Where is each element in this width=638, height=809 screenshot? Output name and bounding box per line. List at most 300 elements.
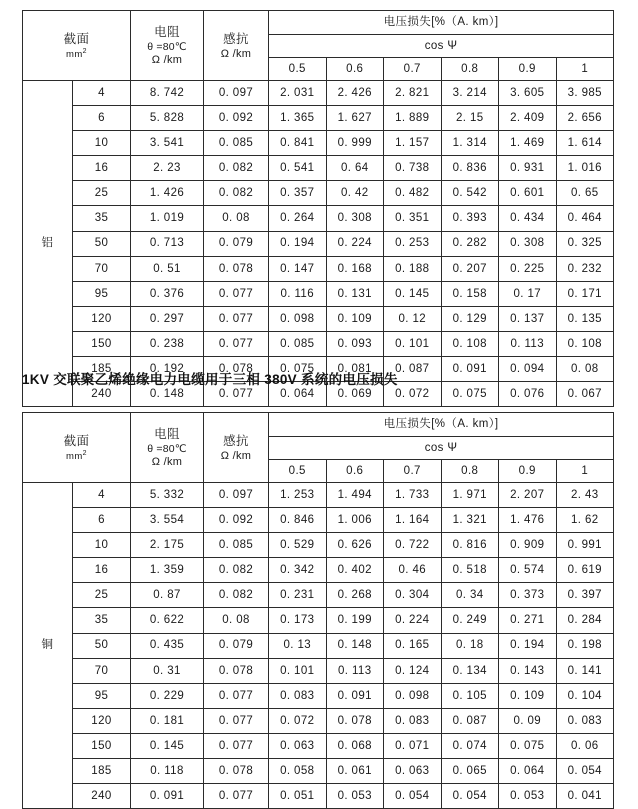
header-cos-value: 0.9 bbox=[499, 58, 557, 81]
cell-voltage-loss: 0. 846 bbox=[269, 508, 327, 533]
voltage-loss-table-copper bbox=[22, 412, 613, 809]
cell-voltage-loss: 0. 058 bbox=[269, 759, 327, 784]
cell-resistance: 3. 554 bbox=[131, 508, 204, 533]
cell-voltage-loss: 0. 999 bbox=[326, 131, 384, 156]
cell-voltage-loss: 0. 42 bbox=[326, 181, 384, 206]
cell-voltage-loss: 0. 137 bbox=[499, 306, 557, 331]
cell-voltage-loss: 0. 093 bbox=[326, 331, 384, 356]
table-row bbox=[23, 708, 614, 733]
cell-resistance: 0. 713 bbox=[131, 231, 204, 256]
cell-section-size: 70 bbox=[73, 256, 131, 281]
cell-voltage-loss: 1. 314 bbox=[441, 131, 499, 156]
cell-voltage-loss: 0. 12 bbox=[384, 306, 442, 331]
cell-section-size: 150 bbox=[73, 733, 131, 758]
cell-voltage-loss: 0. 109 bbox=[326, 306, 384, 331]
cell-reactance: 0. 078 bbox=[204, 256, 269, 281]
cell-voltage-loss: 0. 075 bbox=[269, 357, 327, 382]
cell-voltage-loss: 0. 268 bbox=[326, 583, 384, 608]
loss-table bbox=[22, 10, 614, 407]
cell-voltage-loss: 0. 224 bbox=[384, 608, 442, 633]
header-cos-value: 0.5 bbox=[269, 58, 327, 81]
header-cos-value: 0.8 bbox=[441, 58, 499, 81]
cell-voltage-loss: 0. 075 bbox=[499, 733, 557, 758]
cell-voltage-loss: 0. 931 bbox=[499, 156, 557, 181]
cell-voltage-loss: 0. 991 bbox=[556, 533, 614, 558]
header-resistance-temp: θ =80℃ bbox=[147, 443, 187, 456]
cell-voltage-loss: 0. 072 bbox=[269, 708, 327, 733]
header-cos-value: 0.6 bbox=[326, 58, 384, 81]
header-cos-value: 1 bbox=[556, 58, 614, 81]
header-reactance-unit: Ω /km bbox=[220, 47, 252, 60]
header-section-title: 截面 bbox=[63, 433, 90, 448]
table-row bbox=[23, 156, 614, 181]
cell-voltage-loss: 0. 145 bbox=[384, 281, 442, 306]
cell-voltage-loss: 0. 113 bbox=[326, 658, 384, 683]
cell-section-size: 240 bbox=[73, 784, 131, 809]
table-row bbox=[23, 733, 614, 758]
cell-section-size: 50 bbox=[73, 231, 131, 256]
cell-resistance: 1. 359 bbox=[131, 558, 204, 583]
cell-voltage-loss: 0. 069 bbox=[326, 382, 384, 407]
cell-resistance: 0. 192 bbox=[131, 357, 204, 382]
table-row bbox=[23, 658, 614, 683]
cell-voltage-loss: 0. 063 bbox=[269, 733, 327, 758]
table-body bbox=[23, 81, 614, 407]
voltage-loss-table-aluminium bbox=[22, 10, 613, 407]
header-cos-phi: cos Ψ bbox=[269, 437, 614, 460]
cell-voltage-loss: 0. 722 bbox=[384, 533, 442, 558]
cell-reactance: 0. 082 bbox=[204, 156, 269, 181]
header-resistance bbox=[131, 11, 204, 81]
table-header bbox=[23, 11, 614, 81]
table-row bbox=[23, 306, 614, 331]
cell-voltage-loss: 2. 15 bbox=[441, 106, 499, 131]
cell-resistance: 5. 828 bbox=[131, 106, 204, 131]
cell-section-size: 95 bbox=[73, 683, 131, 708]
cell-section-size: 16 bbox=[73, 156, 131, 181]
cell-voltage-loss: 0. 13 bbox=[269, 633, 327, 658]
cell-voltage-loss: 0. 841 bbox=[269, 131, 327, 156]
cell-voltage-loss: 2. 821 bbox=[384, 81, 442, 106]
cell-voltage-loss: 2. 43 bbox=[556, 483, 614, 508]
cell-section-size: 95 bbox=[73, 281, 131, 306]
table-row bbox=[23, 81, 614, 106]
cell-section-size: 6 bbox=[73, 106, 131, 131]
cell-resistance: 8. 742 bbox=[131, 81, 204, 106]
table-row bbox=[23, 231, 614, 256]
cell-reactance: 0. 077 bbox=[204, 708, 269, 733]
cell-voltage-loss: 0. 165 bbox=[384, 633, 442, 658]
cell-voltage-loss: 0. 171 bbox=[556, 281, 614, 306]
header-cos-value: 0.5 bbox=[269, 460, 327, 483]
cell-voltage-loss: 0. 078 bbox=[326, 708, 384, 733]
cell-voltage-loss: 0. 116 bbox=[269, 281, 327, 306]
header-section-unit: $mm^2$ bbox=[66, 48, 87, 61]
cell-voltage-loss: 0. 173 bbox=[269, 608, 327, 633]
cell-voltage-loss: 0. 104 bbox=[556, 683, 614, 708]
cell-reactance: 0. 079 bbox=[204, 231, 269, 256]
cell-voltage-loss: 0. 601 bbox=[499, 181, 557, 206]
cell-voltage-loss: 0. 148 bbox=[326, 633, 384, 658]
cell-section-size: 10 bbox=[73, 533, 131, 558]
cell-voltage-loss: 1. 627 bbox=[326, 106, 384, 131]
cell-voltage-loss: 0. 105 bbox=[441, 683, 499, 708]
cell-reactance: 0. 079 bbox=[204, 633, 269, 658]
table-row bbox=[23, 131, 614, 156]
header-reactance-title: 感抗 bbox=[223, 31, 249, 46]
cell-voltage-loss: 0. 147 bbox=[269, 256, 327, 281]
cell-voltage-loss: 0. 053 bbox=[499, 784, 557, 809]
cell-voltage-loss: 0. 225 bbox=[499, 256, 557, 281]
cell-voltage-loss: 0. 34 bbox=[441, 583, 499, 608]
header-voltage-loss: 电压损失[%（A. km）] bbox=[269, 11, 614, 35]
cell-voltage-loss: 0. 482 bbox=[384, 181, 442, 206]
cell-voltage-loss: 0. 17 bbox=[499, 281, 557, 306]
cell-reactance: 0. 085 bbox=[204, 533, 269, 558]
cell-section-size: 35 bbox=[73, 206, 131, 231]
cell-voltage-loss: 0. 054 bbox=[441, 784, 499, 809]
cell-reactance: 0. 097 bbox=[204, 483, 269, 508]
header-cos-value: 0.7 bbox=[384, 460, 442, 483]
cell-voltage-loss: 0. 075 bbox=[441, 382, 499, 407]
header-resistance-temp: θ =80℃ bbox=[147, 41, 187, 54]
cell-voltage-loss: 1. 971 bbox=[441, 483, 499, 508]
cell-voltage-loss: 0. 094 bbox=[499, 357, 557, 382]
cell-reactance: 0. 077 bbox=[204, 281, 269, 306]
cell-resistance: 1. 426 bbox=[131, 181, 204, 206]
cell-voltage-loss: 0. 325 bbox=[556, 231, 614, 256]
cell-voltage-loss: 0. 064 bbox=[499, 759, 557, 784]
cell-voltage-loss: 0. 65 bbox=[556, 181, 614, 206]
cell-voltage-loss: 0. 284 bbox=[556, 608, 614, 633]
table-row bbox=[23, 683, 614, 708]
cell-resistance: 0. 181 bbox=[131, 708, 204, 733]
cell-voltage-loss: 0. 542 bbox=[441, 181, 499, 206]
cell-reactance: 0. 077 bbox=[204, 683, 269, 708]
table-row bbox=[23, 256, 614, 281]
cell-resistance: 0. 435 bbox=[131, 633, 204, 658]
header-cos-value: 0.6 bbox=[326, 460, 384, 483]
cell-voltage-loss: 0. 271 bbox=[499, 608, 557, 633]
cell-voltage-loss: 1. 476 bbox=[499, 508, 557, 533]
table-row bbox=[23, 633, 614, 658]
cell-reactance: 0. 082 bbox=[204, 181, 269, 206]
cell-reactance: 0. 085 bbox=[204, 131, 269, 156]
cell-voltage-loss: 0. 101 bbox=[384, 331, 442, 356]
cell-section-size: 120 bbox=[73, 708, 131, 733]
table-row bbox=[23, 558, 614, 583]
cell-voltage-loss: 0. 198 bbox=[556, 633, 614, 658]
cell-voltage-loss: 0. 143 bbox=[499, 658, 557, 683]
cell-voltage-loss: 0. 351 bbox=[384, 206, 442, 231]
cell-resistance: 0. 145 bbox=[131, 733, 204, 758]
cell-voltage-loss: 0. 194 bbox=[269, 231, 327, 256]
cell-voltage-loss: 0. 054 bbox=[556, 759, 614, 784]
cell-section-size: 120 bbox=[73, 306, 131, 331]
cell-voltage-loss: 1. 006 bbox=[326, 508, 384, 533]
cell-voltage-loss: 0. 051 bbox=[269, 784, 327, 809]
header-cos-value: 1 bbox=[556, 460, 614, 483]
cell-section-size: 25 bbox=[73, 583, 131, 608]
cell-section-size: 185 bbox=[73, 759, 131, 784]
cell-reactance: 0. 082 bbox=[204, 558, 269, 583]
cell-voltage-loss: 0. 308 bbox=[326, 206, 384, 231]
cell-voltage-loss: 0. 135 bbox=[556, 306, 614, 331]
header-reactance bbox=[204, 413, 269, 483]
header-section-area bbox=[23, 11, 131, 81]
cell-section-size: 70 bbox=[73, 658, 131, 683]
header-cos-phi: cos Ψ bbox=[269, 35, 614, 58]
header-section-title: 截面 bbox=[63, 31, 90, 46]
cell-voltage-loss: 0. 068 bbox=[326, 733, 384, 758]
cell-voltage-loss: 0. 224 bbox=[326, 231, 384, 256]
header-cos-value: 0.8 bbox=[441, 460, 499, 483]
cell-voltage-loss: 0. 065 bbox=[441, 759, 499, 784]
cell-resistance: 2. 23 bbox=[131, 156, 204, 181]
cell-voltage-loss: 0. 188 bbox=[384, 256, 442, 281]
header-voltage-loss: 电压损失[%（A. km）] bbox=[269, 413, 614, 437]
cell-voltage-loss: 0. 063 bbox=[384, 759, 442, 784]
cell-reactance: 0. 097 bbox=[204, 81, 269, 106]
cell-voltage-loss: 0. 087 bbox=[384, 357, 442, 382]
cell-voltage-loss: 0. 18 bbox=[441, 633, 499, 658]
cell-voltage-loss: 0. 074 bbox=[441, 733, 499, 758]
cell-voltage-loss: 0. 199 bbox=[326, 608, 384, 633]
cell-section-size: 4 bbox=[73, 81, 131, 106]
cell-voltage-loss: 0. 816 bbox=[441, 533, 499, 558]
header-resistance bbox=[131, 413, 204, 483]
cell-voltage-loss: 0. 619 bbox=[556, 558, 614, 583]
cell-reactance: 0. 08 bbox=[204, 206, 269, 231]
cell-voltage-loss: 0. 738 bbox=[384, 156, 442, 181]
cell-voltage-loss: 0. 113 bbox=[499, 331, 557, 356]
cell-section-size: 10 bbox=[73, 131, 131, 156]
cell-voltage-loss: 0. 054 bbox=[384, 784, 442, 809]
cell-voltage-loss: 0. 64 bbox=[326, 156, 384, 181]
cell-resistance: 0. 148 bbox=[131, 382, 204, 407]
cell-voltage-loss: 0. 131 bbox=[326, 281, 384, 306]
cell-voltage-loss: 0. 46 bbox=[384, 558, 442, 583]
table-row bbox=[23, 759, 614, 784]
cell-reactance: 0. 077 bbox=[204, 382, 269, 407]
cell-voltage-loss: 0. 282 bbox=[441, 231, 499, 256]
cell-resistance: 0. 31 bbox=[131, 658, 204, 683]
table-body bbox=[23, 483, 614, 809]
cell-section-size: 35 bbox=[73, 608, 131, 633]
cell-section-size: 150 bbox=[73, 331, 131, 356]
cell-voltage-loss: 2. 207 bbox=[499, 483, 557, 508]
cell-voltage-loss: 0. 168 bbox=[326, 256, 384, 281]
cell-voltage-loss: 0. 091 bbox=[441, 357, 499, 382]
table-row bbox=[23, 508, 614, 533]
cell-reactance: 0. 078 bbox=[204, 658, 269, 683]
cell-voltage-loss: 2. 656 bbox=[556, 106, 614, 131]
cell-voltage-loss: 0. 091 bbox=[326, 683, 384, 708]
cell-resistance: 0. 229 bbox=[131, 683, 204, 708]
cell-voltage-loss: 0. 09 bbox=[499, 708, 557, 733]
header-resistance-title: 电阻 bbox=[154, 427, 180, 441]
cell-voltage-loss: 1. 365 bbox=[269, 106, 327, 131]
cell-voltage-loss: 0. 541 bbox=[269, 156, 327, 181]
table-row bbox=[23, 784, 614, 809]
cell-voltage-loss: 1. 469 bbox=[499, 131, 557, 156]
cell-resistance: 0. 376 bbox=[131, 281, 204, 306]
cell-resistance: 0. 51 bbox=[131, 256, 204, 281]
cell-voltage-loss: 0. 397 bbox=[556, 583, 614, 608]
cell-resistance: 0. 297 bbox=[131, 306, 204, 331]
cell-voltage-loss: 0. 141 bbox=[556, 658, 614, 683]
cell-voltage-loss: 0. 253 bbox=[384, 231, 442, 256]
cell-section-size: 185 bbox=[73, 357, 131, 382]
table-header bbox=[23, 413, 614, 483]
cell-voltage-loss: 0. 909 bbox=[499, 533, 557, 558]
cell-section-size: 240 bbox=[73, 382, 131, 407]
header-cos-value: 0.7 bbox=[384, 58, 442, 81]
cell-voltage-loss: 0. 134 bbox=[441, 658, 499, 683]
cell-resistance: 5. 332 bbox=[131, 483, 204, 508]
header-section-area bbox=[23, 413, 131, 483]
cell-voltage-loss: 0. 124 bbox=[384, 658, 442, 683]
header-reactance-title: 感抗 bbox=[223, 433, 249, 448]
cell-section-size: 25 bbox=[73, 181, 131, 206]
cell-voltage-loss: 0. 098 bbox=[269, 306, 327, 331]
cell-voltage-loss: 0. 836 bbox=[441, 156, 499, 181]
cell-voltage-loss: 1. 494 bbox=[326, 483, 384, 508]
cell-voltage-loss: 1. 62 bbox=[556, 508, 614, 533]
cell-voltage-loss: 0. 101 bbox=[269, 658, 327, 683]
cell-voltage-loss: 0. 518 bbox=[441, 558, 499, 583]
header-reactance bbox=[204, 11, 269, 81]
material-label: 铜 bbox=[23, 483, 73, 809]
cell-section-size: 4 bbox=[73, 483, 131, 508]
cell-voltage-loss: 0. 053 bbox=[326, 784, 384, 809]
cell-voltage-loss: 0. 373 bbox=[499, 583, 557, 608]
cell-voltage-loss: 0. 194 bbox=[499, 633, 557, 658]
cell-resistance: 0. 118 bbox=[131, 759, 204, 784]
cell-voltage-loss: 3. 985 bbox=[556, 81, 614, 106]
cell-reactance: 0. 082 bbox=[204, 583, 269, 608]
cell-voltage-loss: 0. 304 bbox=[384, 583, 442, 608]
cell-section-size: 50 bbox=[73, 633, 131, 658]
cell-reactance: 0. 078 bbox=[204, 759, 269, 784]
cell-reactance: 0. 092 bbox=[204, 508, 269, 533]
cell-resistance: 0. 091 bbox=[131, 784, 204, 809]
cell-voltage-loss: 0. 061 bbox=[326, 759, 384, 784]
cell-resistance: 3. 541 bbox=[131, 131, 204, 156]
cell-voltage-loss: 1. 016 bbox=[556, 156, 614, 181]
cell-voltage-loss: 0. 109 bbox=[499, 683, 557, 708]
cell-voltage-loss: 0. 249 bbox=[441, 608, 499, 633]
cell-voltage-loss: 0. 081 bbox=[326, 357, 384, 382]
cell-voltage-loss: 0. 072 bbox=[384, 382, 442, 407]
section-heading: 1KV 交联聚乙烯绝缘电力电缆用于三相 380V 系统的电压损失 bbox=[22, 372, 398, 387]
cell-voltage-loss: 0. 087 bbox=[441, 708, 499, 733]
cell-reactance: 0. 092 bbox=[204, 106, 269, 131]
cell-voltage-loss: 1. 253 bbox=[269, 483, 327, 508]
cell-voltage-loss: 0. 083 bbox=[384, 708, 442, 733]
header-section-unit: $mm^2$ bbox=[66, 450, 87, 463]
cell-voltage-loss: 0. 083 bbox=[556, 708, 614, 733]
table-row bbox=[23, 181, 614, 206]
cell-voltage-loss: 1. 157 bbox=[384, 131, 442, 156]
table-row bbox=[23, 483, 614, 508]
table-row bbox=[23, 583, 614, 608]
header-resistance-unit: Ω /km bbox=[151, 456, 183, 469]
cell-resistance: 1. 019 bbox=[131, 206, 204, 231]
cell-voltage-loss: 0. 207 bbox=[441, 256, 499, 281]
cell-voltage-loss: 0. 464 bbox=[556, 206, 614, 231]
cell-reactance: 0. 077 bbox=[204, 784, 269, 809]
cell-voltage-loss: 2. 031 bbox=[269, 81, 327, 106]
cell-resistance: 2. 175 bbox=[131, 533, 204, 558]
table-row bbox=[23, 106, 614, 131]
table-row bbox=[23, 331, 614, 356]
cell-resistance: 0. 622 bbox=[131, 608, 204, 633]
cell-voltage-loss: 0. 08 bbox=[556, 357, 614, 382]
cell-voltage-loss: 0. 393 bbox=[441, 206, 499, 231]
cell-resistance: 0. 87 bbox=[131, 583, 204, 608]
cell-voltage-loss: 0. 076 bbox=[499, 382, 557, 407]
cell-voltage-loss: 0. 06 bbox=[556, 733, 614, 758]
cell-voltage-loss: 0. 342 bbox=[269, 558, 327, 583]
cell-voltage-loss: 1. 733 bbox=[384, 483, 442, 508]
cell-voltage-loss: 0. 231 bbox=[269, 583, 327, 608]
cell-voltage-loss: 0. 158 bbox=[441, 281, 499, 306]
cell-voltage-loss: 0. 626 bbox=[326, 533, 384, 558]
cell-reactance: 0. 077 bbox=[204, 733, 269, 758]
cell-section-size: 16 bbox=[73, 558, 131, 583]
table-row bbox=[23, 206, 614, 231]
cell-voltage-loss: 0. 108 bbox=[556, 331, 614, 356]
header-reactance-unit: Ω /km bbox=[220, 449, 252, 462]
cell-voltage-loss: 3. 214 bbox=[441, 81, 499, 106]
cell-reactance: 0. 077 bbox=[204, 306, 269, 331]
cell-voltage-loss: 1. 321 bbox=[441, 508, 499, 533]
cell-reactance: 0. 077 bbox=[204, 331, 269, 356]
cell-voltage-loss: 0. 041 bbox=[556, 784, 614, 809]
cell-voltage-loss: 0. 098 bbox=[384, 683, 442, 708]
cell-voltage-loss: 0. 232 bbox=[556, 256, 614, 281]
cell-voltage-loss: 1. 614 bbox=[556, 131, 614, 156]
cell-voltage-loss: 0. 071 bbox=[384, 733, 442, 758]
cell-voltage-loss: 0. 308 bbox=[499, 231, 557, 256]
header-cos-value: 0.9 bbox=[499, 460, 557, 483]
material-label: 铝 bbox=[23, 81, 73, 407]
cell-voltage-loss: 0. 529 bbox=[269, 533, 327, 558]
cell-voltage-loss: 0. 434 bbox=[499, 206, 557, 231]
table-row bbox=[23, 533, 614, 558]
cell-voltage-loss: 2. 409 bbox=[499, 106, 557, 131]
cell-voltage-loss: 0. 085 bbox=[269, 331, 327, 356]
table-row bbox=[23, 281, 614, 306]
cell-reactance: 0. 08 bbox=[204, 608, 269, 633]
cell-voltage-loss: 0. 064 bbox=[269, 382, 327, 407]
cell-voltage-loss: 0. 357 bbox=[269, 181, 327, 206]
cell-reactance: 0. 078 bbox=[204, 357, 269, 382]
cell-voltage-loss: 0. 083 bbox=[269, 683, 327, 708]
cell-voltage-loss: 0. 402 bbox=[326, 558, 384, 583]
header-resistance-title: 电阻 bbox=[154, 25, 180, 39]
cell-voltage-loss: 1. 164 bbox=[384, 508, 442, 533]
cell-voltage-loss: 3. 605 bbox=[499, 81, 557, 106]
cell-resistance: 0. 238 bbox=[131, 331, 204, 356]
cell-voltage-loss: 0. 129 bbox=[441, 306, 499, 331]
cell-section-size: 6 bbox=[73, 508, 131, 533]
loss-table bbox=[22, 412, 614, 809]
cell-voltage-loss: 1. 889 bbox=[384, 106, 442, 131]
table-row bbox=[23, 608, 614, 633]
cell-voltage-loss: 2. 426 bbox=[326, 81, 384, 106]
